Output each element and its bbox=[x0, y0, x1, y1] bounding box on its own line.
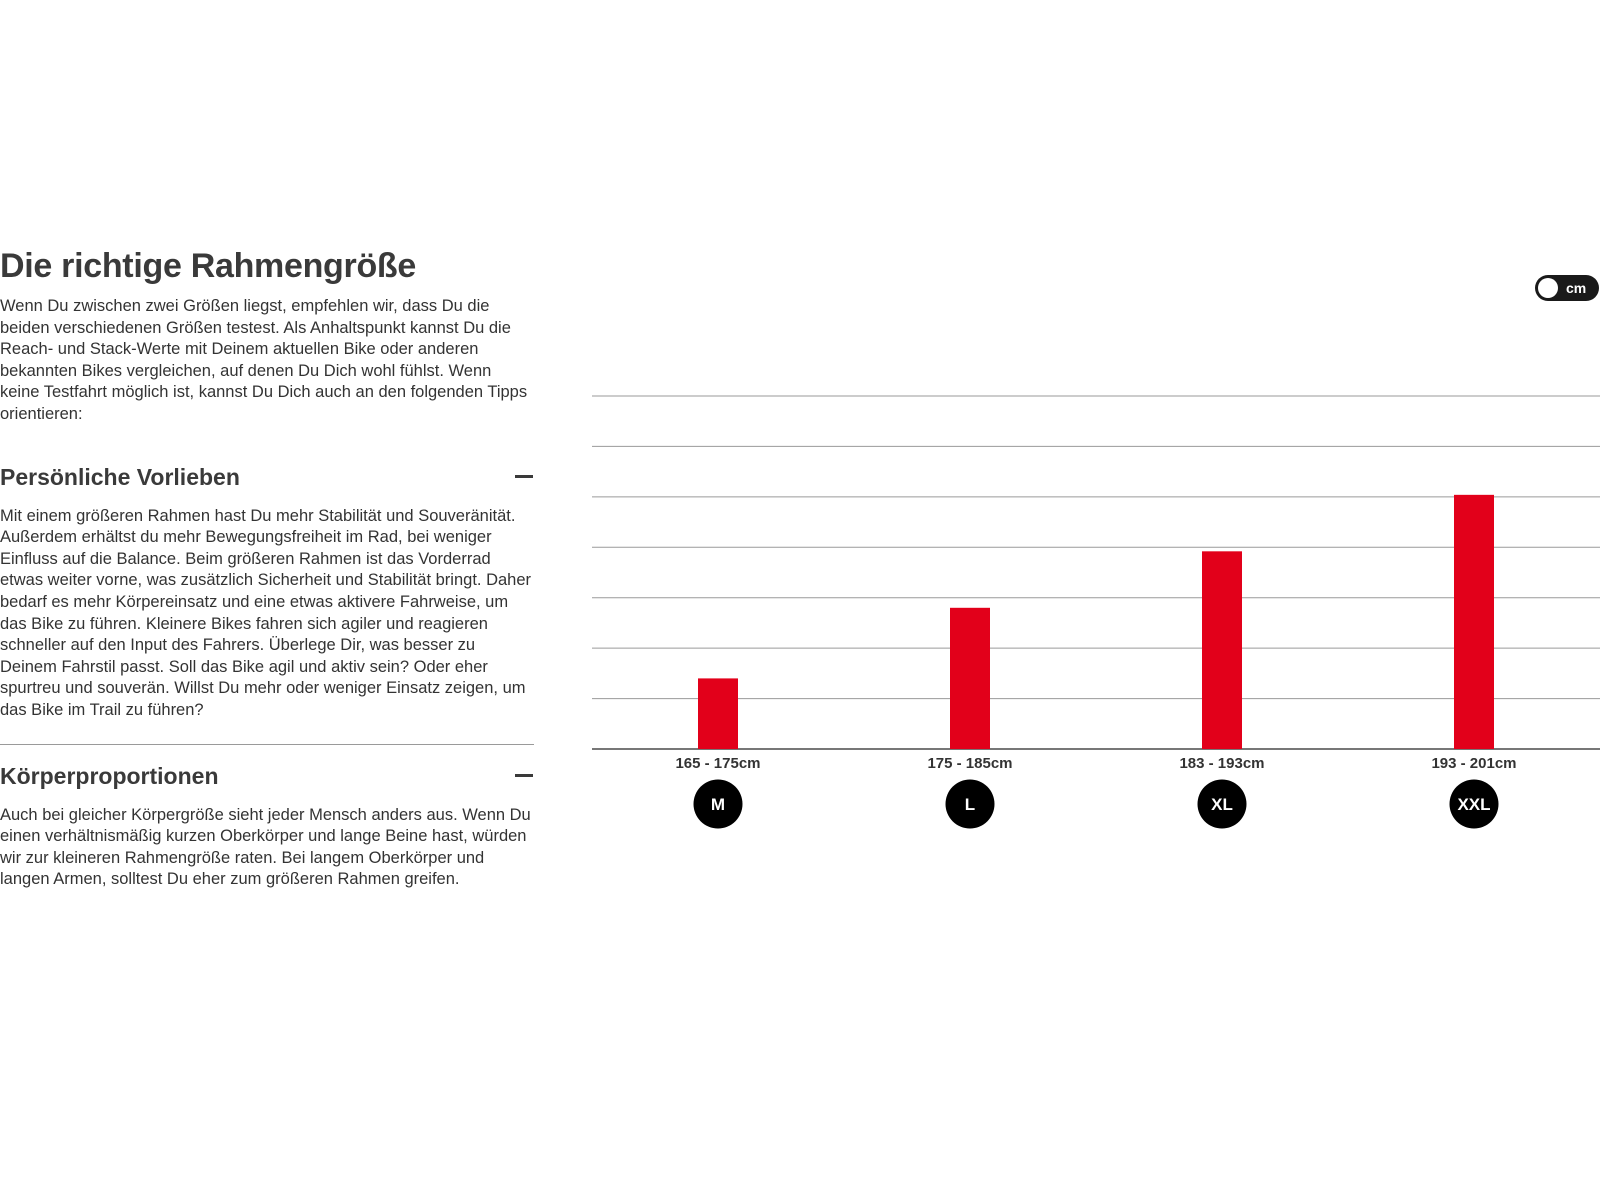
size-badge-label: L bbox=[964, 795, 976, 814]
x-tick-label: 175 - 185cm bbox=[927, 755, 1013, 772]
accordion-body-proportions bbox=[0, 761, 534, 891]
page-title: Die richtige Rahmengröße bbox=[0, 247, 416, 285]
divider bbox=[0, 744, 534, 745]
bar-m bbox=[698, 678, 738, 749]
unit-toggle[interactable] bbox=[1535, 275, 1599, 301]
minus-icon[interactable] bbox=[515, 774, 533, 777]
size-badge-label: M bbox=[710, 795, 726, 814]
accordion-body: Mit einem größeren Rahmen hast Du mehr Stabilität und Souveränität. Außerdem erhältst du mehr Bewegungsfreiheit im Rad, bei weniger Einfluss auf die Balance. Beim größeren Rahmen ist das Vorderrad etwas weiter vorne, was zusätzlich Sicherheit und Stabilität bringt. Daher bedarf es mehr Körpereinsatz und eine etwas aktivere Fahrweise, um das Bike zu führen. Kleinere Bikes fahren sich agiler und reagieren schneller auf den Input des Fahrers. Überlege Dir, was besser zu Deinem Fahrstil passt. Soll das Bike agil und aktiv sein? Oder eher spurtreu und souverän. Willst Du mehr oder weniger Einsatz zeigen, um das Bike im Trail zu führen? bbox=[0, 506, 532, 719]
bar-xl bbox=[1202, 551, 1242, 749]
size-badge-label: XXL bbox=[1457, 795, 1491, 814]
x-tick-label: 165 - 175cm bbox=[675, 755, 761, 772]
accordion-body: Auch bei gleicher Körpergröße sieht jeder Mensch anders aus. Wenn Du einen verhältnismäßig kurzen Oberkörper und lange Beine hast, würden wir zur kleineren Rahmengröße raten. Bei langem Oberkörper und langen Armen, solltest Du eher zum größeren Rahmen greifen. bbox=[0, 805, 531, 889]
accordion-header-body-proportions[interactable] bbox=[0, 761, 534, 791]
unit-toggle-label: cm bbox=[1566, 280, 1587, 296]
accordion-title: Körperproportionen bbox=[0, 762, 219, 789]
toggle-knob bbox=[1538, 278, 1558, 298]
x-tick-label: 183 - 193cm bbox=[1179, 755, 1265, 772]
size-badge-label: XL bbox=[1211, 795, 1233, 814]
frame-size-chart-svg bbox=[592, 390, 1600, 830]
accordion-header-personal-preferences[interactable] bbox=[0, 462, 534, 492]
bar-xxl bbox=[1454, 495, 1494, 749]
frame-size-chart bbox=[592, 390, 1600, 835]
accordion-title: Persönliche Vorlieben bbox=[0, 463, 240, 490]
bar-l bbox=[950, 608, 990, 749]
minus-icon[interactable] bbox=[515, 475, 533, 478]
intro-text: Wenn Du zwischen zwei Größen liegst, empfehlen wir, dass Du die beiden verschiedenen Größen testest. Als Anhaltspunkt kannst Du die Reach- und Stack-Werte mit Deinem aktuellen Bike oder anderen bekannten Bikes vergleichen, auf denen Du Dich wohl fühlst. Wenn keine Testfahrt möglich ist, kannst Du Dich auch an den folgenden Tipps orientieren: bbox=[0, 297, 528, 423]
x-tick-label: 193 - 201cm bbox=[1431, 755, 1517, 772]
accordion-personal-preferences bbox=[0, 462, 534, 722]
content-column bbox=[0, 246, 534, 891]
